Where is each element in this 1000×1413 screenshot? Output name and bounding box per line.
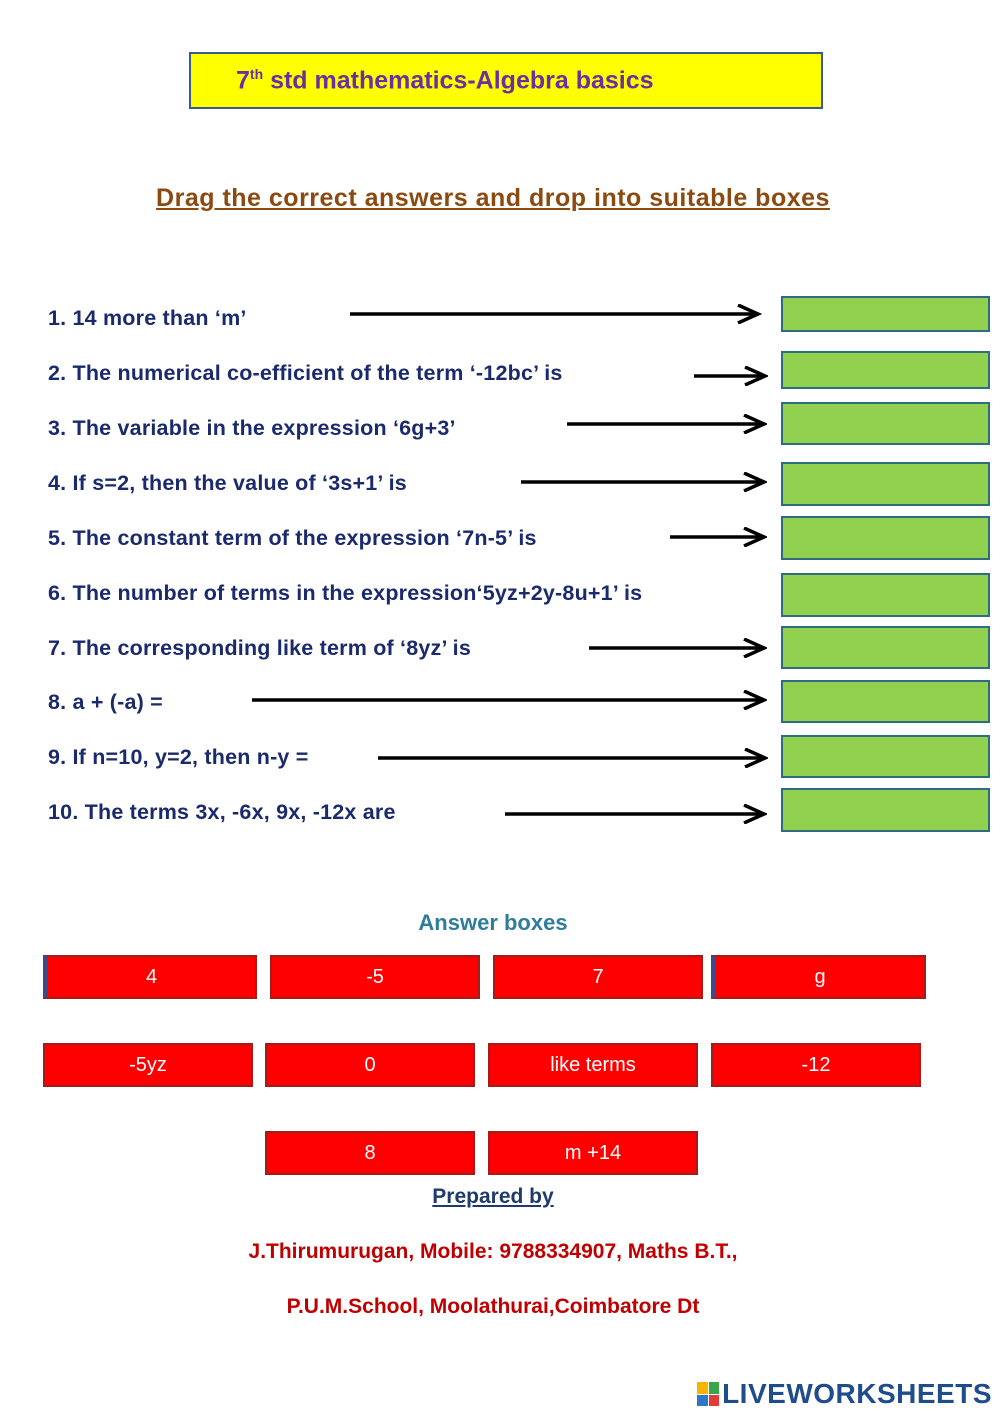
title-banner (189, 52, 823, 109)
answer-box[interactable]: 8 (265, 1131, 475, 1175)
drop-box-10[interactable] (781, 788, 990, 832)
question-4: 4. If s=2, then the value of ‘3s+1’ is (48, 471, 407, 495)
drop-box-9[interactable] (781, 735, 990, 778)
drop-box-7[interactable] (781, 626, 990, 669)
answers-heading: Answer boxes (418, 910, 568, 935)
arrow-right-icon (505, 804, 767, 824)
credit-line-2: P.U.M.School, Moolathurai,Coimbatore Dt (286, 1295, 700, 1318)
question-8: 8. a + (-a) = (48, 690, 163, 714)
arrow-right-icon (694, 366, 768, 386)
drop-box-2[interactable] (781, 351, 990, 389)
logo-text: LIVEWORKSHEETS (722, 1378, 992, 1409)
question-10: 10. The terms 3x, -6x, 9x, -12x are (48, 800, 396, 824)
answer-box[interactable]: 0 (265, 1043, 475, 1087)
arrow-right-icon (670, 527, 767, 547)
arrow-right-icon (521, 472, 767, 492)
instruction-text: Drag the correct answers and drop into suitable boxes (156, 184, 830, 212)
drop-box-5[interactable] (781, 516, 990, 560)
question-3: 3. The variable in the expression ‘6g+3’ (48, 416, 456, 440)
drop-box-6[interactable] (781, 573, 990, 617)
question-2: 2. The numerical co-efficient of the term ‘-12bc’ is (48, 361, 563, 385)
question-5: 5. The constant term of the expression ‘7n-5’ is (48, 526, 537, 550)
question-7: 7. The corresponding like term of ‘8yz’ is (48, 636, 471, 660)
credit-line-1: J.Thirumurugan, Mobile: 9788334907, Maths B.T., (248, 1240, 738, 1263)
arrow-right-icon (350, 304, 762, 324)
answer-box[interactable]: g (711, 955, 926, 999)
arrow-right-icon (252, 690, 767, 710)
worksheet-title: 7th std mathematics-Algebra basics (236, 65, 654, 95)
liveworksheets-logo (697, 1378, 992, 1410)
drop-box-1[interactable] (781, 296, 990, 332)
answer-box[interactable]: -5yz (43, 1043, 253, 1087)
arrow-right-icon (378, 748, 768, 768)
drop-box-4[interactable] (781, 462, 990, 506)
question-9: 9. If n=10, y=2, then n-y = (48, 745, 309, 769)
answer-box[interactable]: -5 (270, 955, 480, 999)
drop-box-3[interactable] (781, 402, 990, 445)
logo-grid-icon (697, 1382, 719, 1406)
question-1: 1. 14 more than ‘m’ (48, 306, 247, 330)
question-6: 6. The number of terms in the expression‘5yz+2y-8u+1’ is (48, 581, 643, 605)
arrow-right-icon (589, 638, 767, 658)
answer-box[interactable]: 7 (493, 955, 703, 999)
drop-box-8[interactable] (781, 680, 990, 723)
answer-box[interactable]: m +14 (488, 1131, 698, 1175)
answer-box[interactable]: -12 (711, 1043, 921, 1087)
arrow-right-icon (567, 414, 767, 434)
answer-box[interactable]: like terms (488, 1043, 698, 1087)
answer-box[interactable]: 4 (43, 955, 257, 999)
prepared-by-label: Prepared by (432, 1185, 554, 1208)
